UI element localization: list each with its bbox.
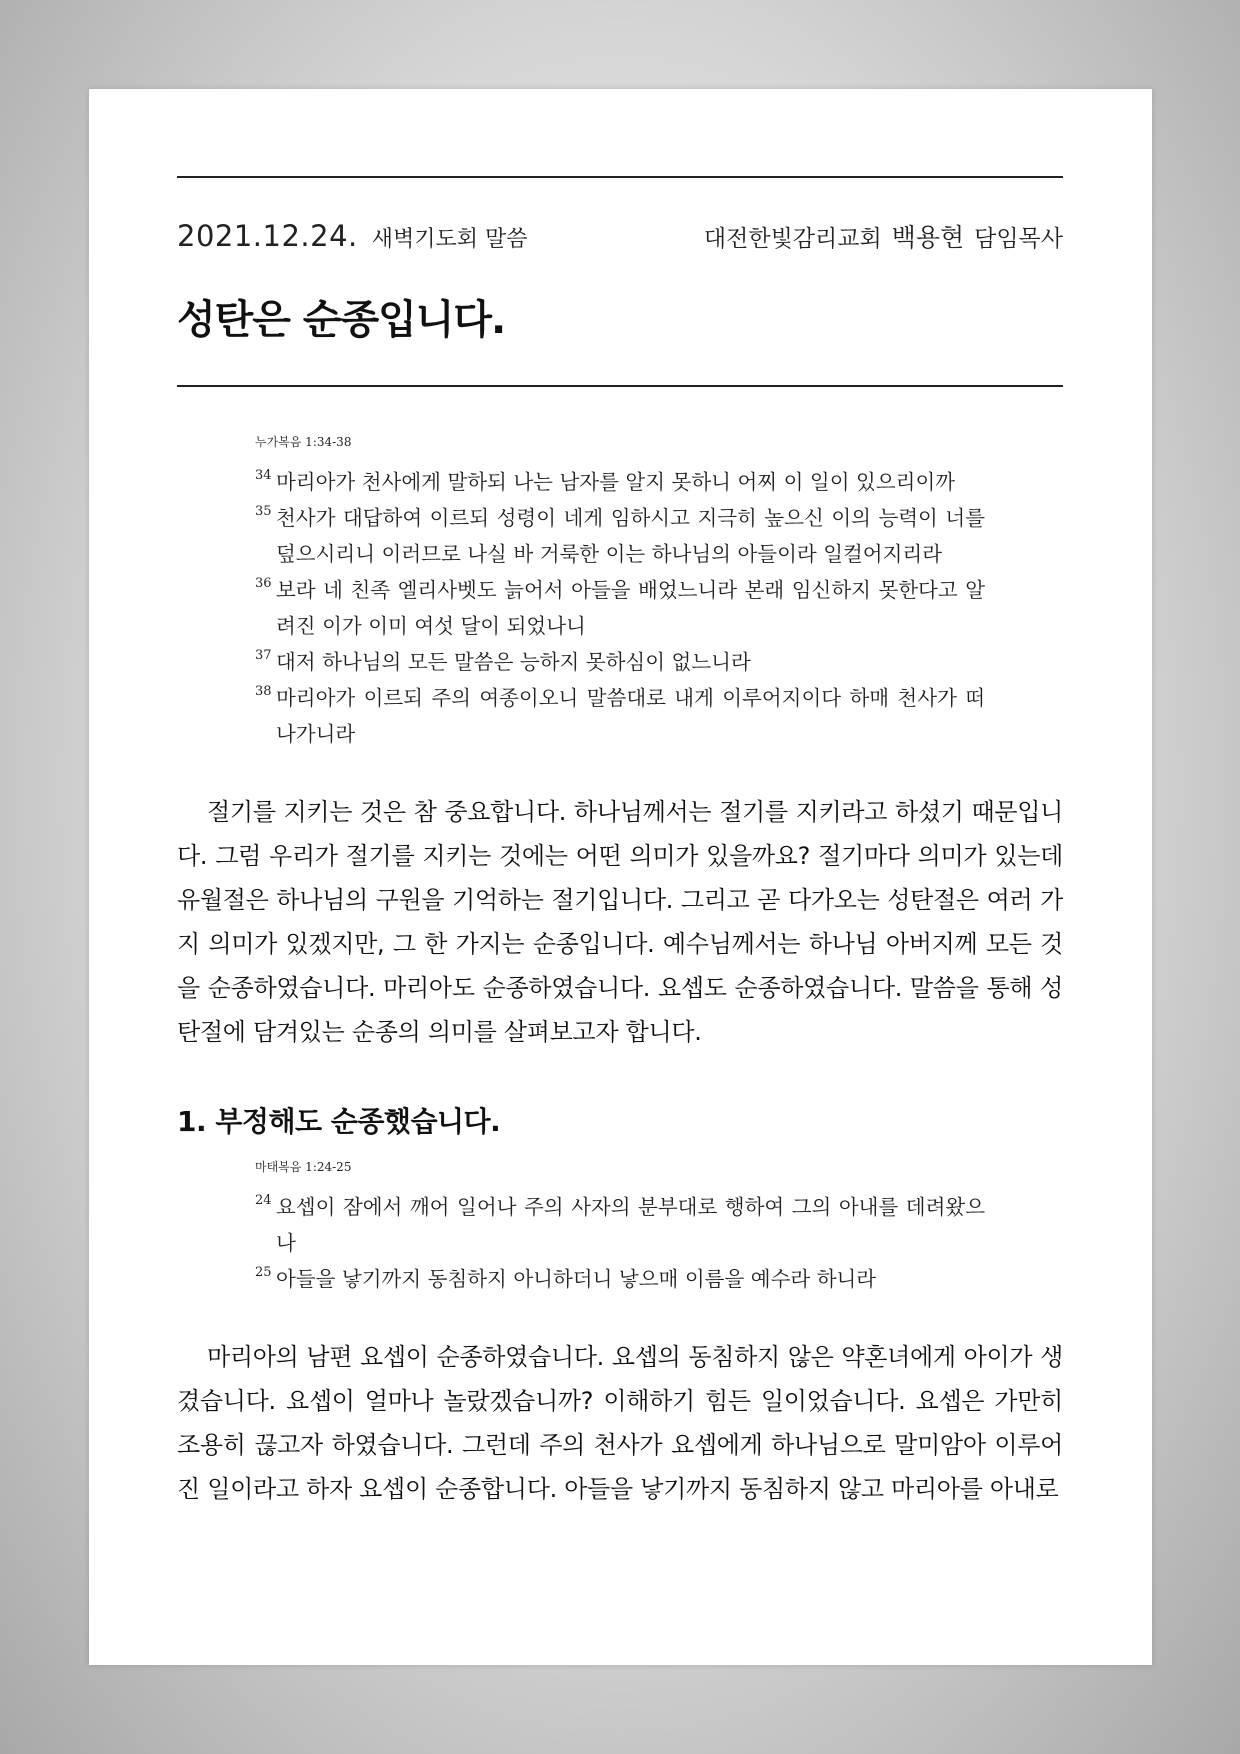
verse: [255, 572, 985, 644]
verse-text: 마리아가 이르되 주의 여종이오니 말씀대로 내게 이루어지이다 하매 천사가 떠나가니라: [276, 686, 985, 746]
verse: [255, 464, 985, 500]
pastor-name: 백용현: [891, 223, 965, 252]
verse: [255, 500, 985, 572]
scripture-reference: 마태복음 1:24-25: [255, 1160, 352, 1174]
verse-text: 대저 하나님의 모든 말씀은 능하지 못하심이 없느니라: [276, 650, 751, 674]
verse-number: 36: [255, 576, 272, 591]
verse-number: 34: [255, 468, 272, 483]
verse-text: 마리아가 천사에게 말하되 나는 남자를 알지 못하니 어찌 이 일이 있으리이까: [276, 470, 956, 494]
verse-number: 38: [255, 684, 272, 699]
sermon-date: 2021.12.24.: [177, 219, 358, 253]
verse-number: 24: [255, 1193, 272, 1208]
sermon-title: 성탄은 순종입니다.: [177, 297, 506, 343]
verse: [255, 644, 985, 680]
header-left: [177, 219, 528, 253]
scripture-reference: 누가복음 1:34-38: [255, 435, 352, 449]
verse: [255, 1261, 985, 1297]
verse: [255, 1189, 985, 1261]
header-right: [704, 218, 1063, 254]
pastor-role: 담임목사: [974, 226, 1063, 252]
intro-paragraph: 절기를 지키는 것은 참 중요합니다. 하나님께서는 절기를 지키라고 하셨기 때문입니다. 그럼 우리가 절기를 지키는 것에는 어떤 의미가 있을까요? 절기마다 의미가 있는데 유월절은 하나님의 구원을 기억하는 절기입니다. 그리고 곧 다가오는 성탄절은 여러 가지 의미가 있겠지만, 그 한 가지는 순종입니다. 예수님께서는 하나님 아버지께 모든 것을 순종하였습니다. 마리아도 순종하였습니다. 요셉도 순종하였습니다. 말씀을 통해 성탄절에 담겨있는 순종의 의미를 살펴보고자 합니다.: [177, 798, 1063, 1046]
section-heading: 1. 부정해도 순종했습니다.: [177, 1105, 501, 1138]
verse-text: 요셉이 잠에서 깨어 일어나 주의 사자의 분부대로 행하여 그의 아내를 데려왔으나: [276, 1195, 985, 1255]
page-content: [177, 176, 1063, 1511]
header-meta: [177, 218, 1063, 254]
verse-number: 25: [255, 1265, 272, 1280]
verse-number: 35: [255, 504, 272, 519]
service-name: 새벽기도회 말씀: [371, 227, 528, 252]
verse-number: 37: [255, 648, 272, 663]
verse-text: 아들을 낳기까지 동침하지 아니하더니 낳으매 이름을 예수라 하니라: [276, 1267, 877, 1291]
verse: [255, 680, 985, 752]
title-rule: [177, 385, 1063, 387]
document-page: [89, 89, 1152, 1665]
scripture-block-2: [255, 1158, 985, 1297]
section-paragraph: 마리아의 남편 요셉이 순종하였습니다. 요셉의 동침하지 않은 약혼녀에게 아이가 생겼습니다. 요셉이 얼마나 놀랐겠습니까? 이해하기 힘든 일이었습니다. 요셉은 가만히 조용히 끊고자 하였습니다. 그런데 주의 천사가 요셉에게 하나님으로 말미암아 이루어진 일이라고 하자 요셉이 순종합니다. 아들을 낳기까지 동침하지 않고 마리아를 아내로: [177, 1343, 1063, 1503]
verse-text: 보라 네 친족 엘리사벳도 늙어서 아들을 배었느니라 본래 임신하지 못한다고 알려진 이가 이미 여섯 달이 되었나니: [276, 578, 985, 638]
church-name: 대전한빛감리교회: [703, 226, 882, 252]
top-rule: [177, 176, 1063, 178]
verse-text: 천사가 대답하여 이르되 성령이 네게 임하시고 지극히 높으신 이의 능력이 너를 덮으시리니 이러므로 나실 바 거룩한 이는 하나님의 아들이라 일컬어지리라: [276, 506, 985, 566]
scripture-block-1: [255, 433, 985, 752]
